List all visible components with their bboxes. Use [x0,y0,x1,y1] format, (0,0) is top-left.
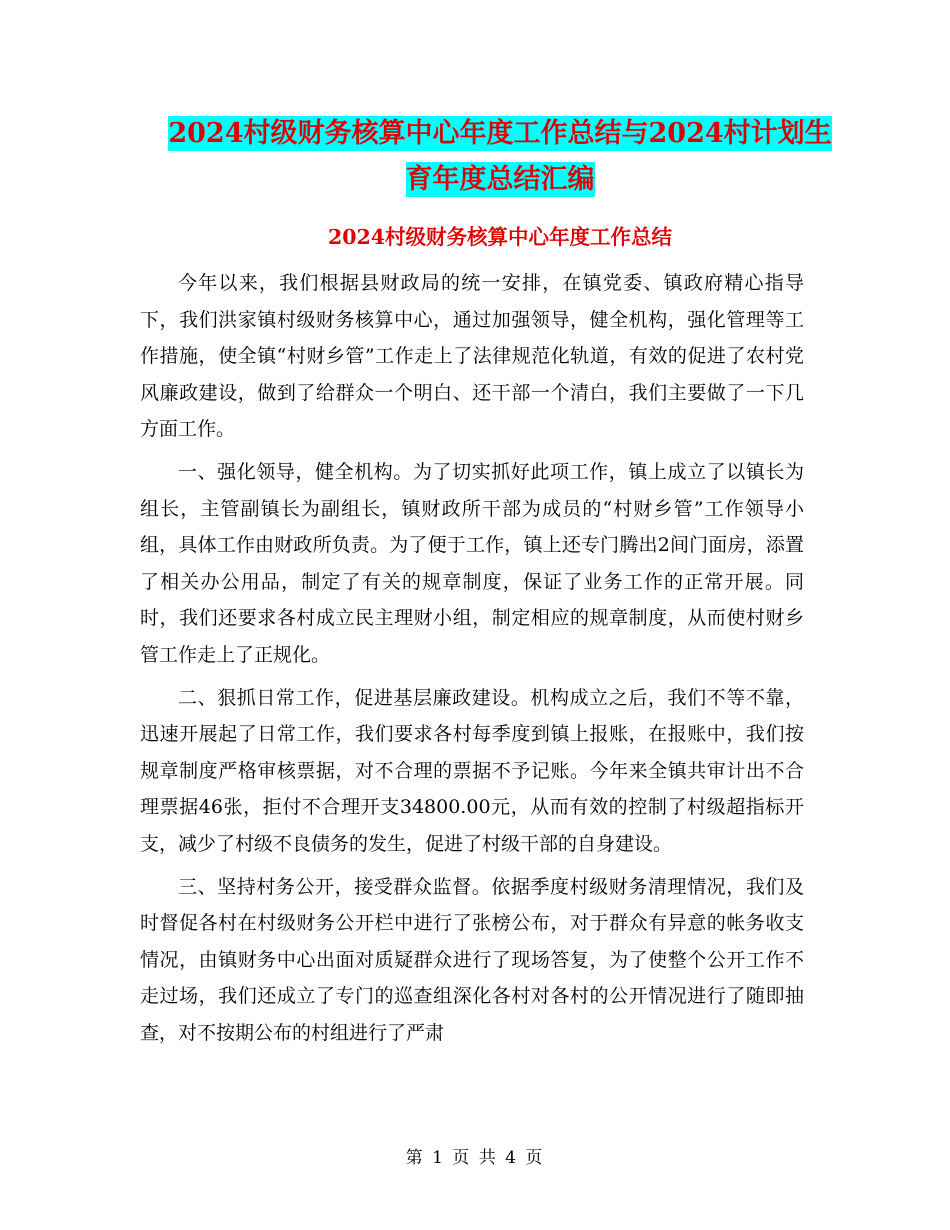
document-body [140,265,804,1051]
paragraph-daily-work: 二、狠抓日常工作，促进基层廉政建设。机构成立之后，我们不等不靠，迅速开展起了日常工作，我们要求各村每季度到镇上报账，在报账中，我们按规章制度严格审核票据，对不合理的票据不予记账。今年来全镇共审计出不合理票据46张，拒付不合理开支34800.00元，从而有效的控制了村级超指标开支，减少了村级不良债务的发生，促进了村级干部的自身建设。 [140,686,804,855]
document-title-line-1: 2024村级财务核算中心年度工作总结与2024村计划生 [168,118,832,149]
document-title-line-2: 育年度总结汇编 [405,164,595,195]
paragraph-intro: 今年以来，我们根据县财政局的统一安排，在镇党委、镇政府精心指导下，我们洪家镇村级财务核算中心，通过加强领导，健全机构，强化管理等工作措施，使全镇“村财乡管”工作走上了法律规范化轨道，有效的促进了农村党风廉政建设，做到了给群众一个明白、还干部一个清白，我们主要做了一下几方面工作。 [140,272,804,441]
paragraph-village-affairs: 三、坚持村务公开，接受群众监督。依据季度村级财务清理情况，我们及时督促各村在村级财务公开栏中进行了张榜公布，对于群众有异意的帐务收支情况，由镇财务中心出面对质疑群众进行了现场答复，为了使整个公开工作不走过场，我们还成立了专门的巡查组深化各村对各村的公开情况进行了随即抽查，对不按期公布的村组进行了严肃 [140,875,804,1044]
section-title: 2024村级财务核算中心年度工作总结 [327,225,673,249]
paragraph-leadership: 一、强化领导，健全机构。为了切实抓好此项工作，镇上成立了以镇长为组长，主管副镇长为副组长，镇财政所干部为成员的“村财乡管”工作领导小组，具体工作由财政所负责。为了便于工作，镇上还专门腾出2间门面房，添置了相关办公用品，制定了有关的规章制度，保证了业务工作的正常开展。同时，我们还要求各村成立民主理财小组，制定相应的规章制度，从而使村财乡管工作走上了正规化。 [140,460,804,666]
document-title [140,111,860,203]
page-footer: 第 1 页 共 4 页 [405,1148,545,1168]
